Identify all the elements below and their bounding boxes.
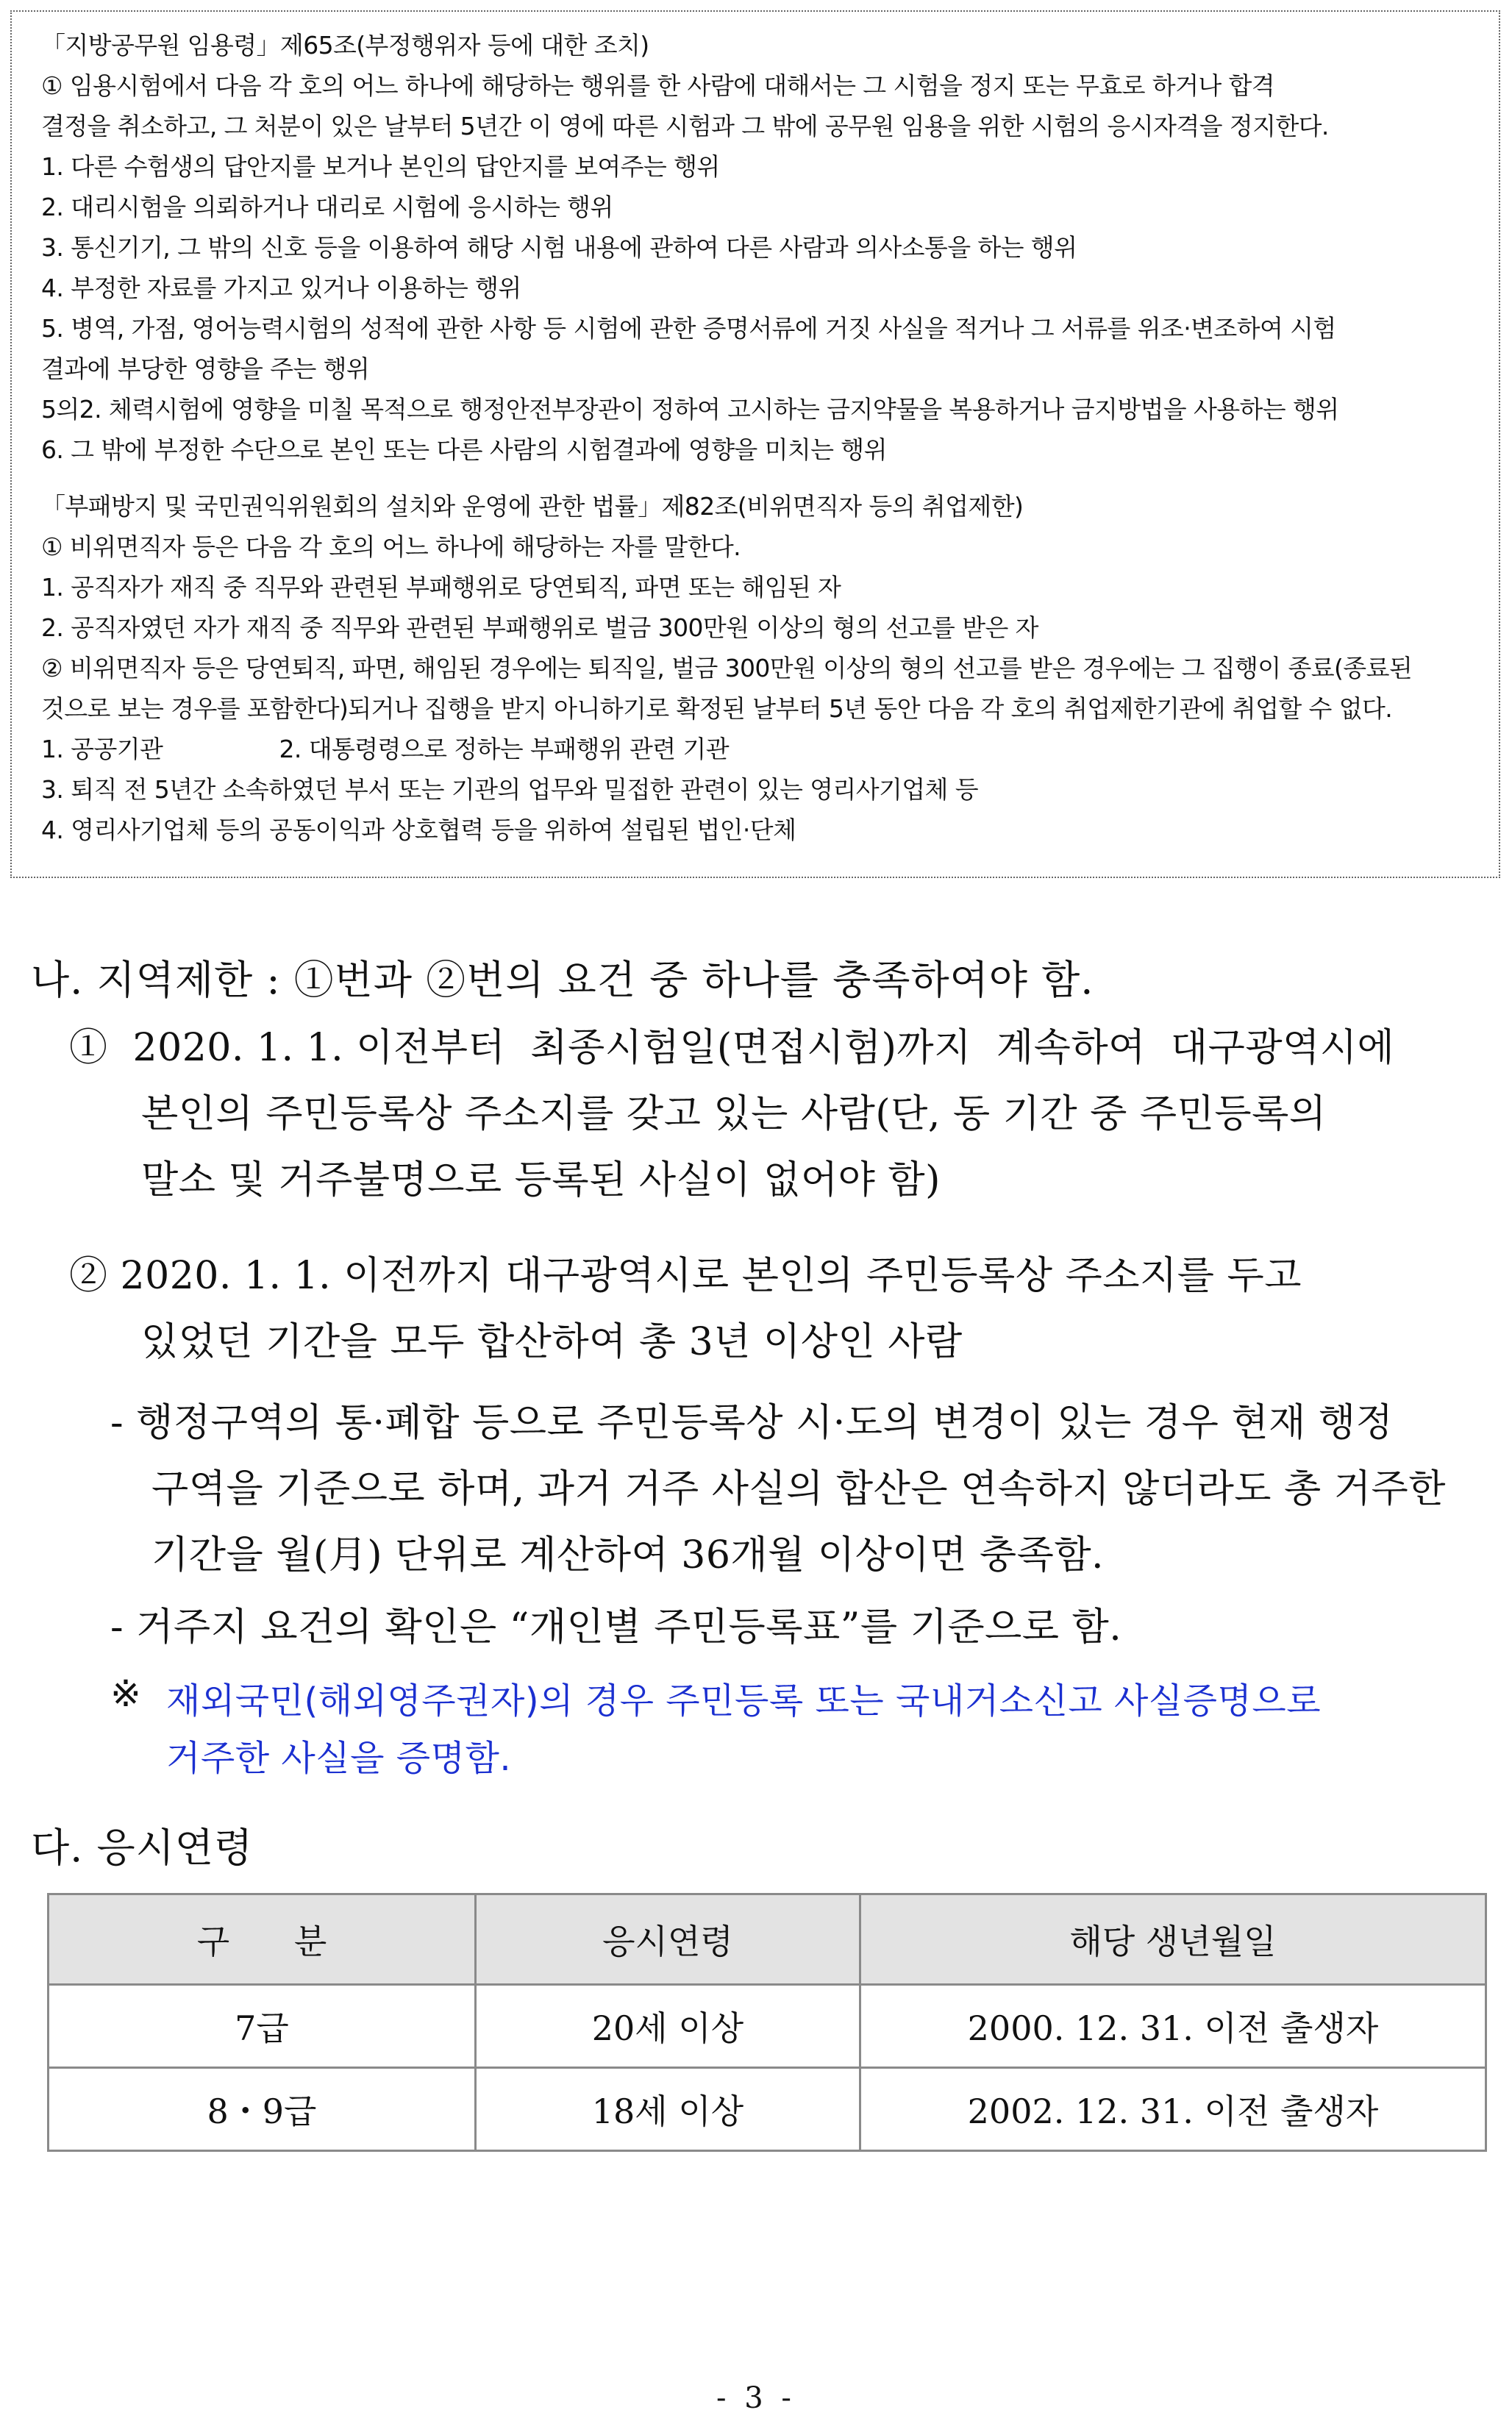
region-item-2-line-1: ② 2020. 1. 1. 이전까지 대구광역시로 본인의 주민등록상 주소지를 두고 bbox=[69, 1254, 1302, 1298]
legal-line: ② 비위면직자 등은 당연퇴직, 파면, 해임된 경우에는 퇴직일, 벌금 300만원 이상의 형의 선고를 받은 경우에는 그 집행이 종료(종료된 bbox=[41, 654, 1413, 682]
note-mark: ※ bbox=[110, 1672, 142, 1715]
legal-line: 5의2. 체력시험에 영향을 미칠 목적으로 행정안전부장관이 정하여 고시하는 금지약물을 복용하거나 금지방법을 사용하는 행위 bbox=[41, 395, 1339, 424]
law-title-2: 「부패방지 및 국민권익위원회의 설치와 운영에 관한 법률」제82조(비위면직자 등의 취업제한) bbox=[41, 492, 1024, 521]
region-note-dash-2: - 거주지 요건의 확인은 “개인별 주민등록표”를 기준으로 함. bbox=[110, 1605, 1122, 1650]
section-na-heading: 나. 지역제한 : ①번과 ②번의 요건 중 하나를 충족하여야 함. bbox=[31, 957, 1094, 1003]
legal-reference-lines bbox=[41, 25, 1484, 850]
legal-line: 2. 공직자였던 자가 재직 중 직무와 관련된 부패행위로 벌금 300만원 이상의 형의 선고를 받은 자 bbox=[41, 613, 1038, 642]
region-note-dash-1-line-2: 구역을 기준으로 하며, 과거 거주 사실의 합산은 연속하지 않더라도 총 거주한 bbox=[151, 1467, 1447, 1511]
region-note-dash-1-line-1: - 행정구역의 통·폐합 등으로 주민등록상 시·도의 변경이 있는 경우 현재 행정 bbox=[110, 1401, 1394, 1445]
table-header-age: 응시연령 bbox=[476, 1894, 860, 1985]
legal-line: 4. 영리사기업체 등의 공동이익과 상호협력 등을 위하여 설립된 법인·단체 bbox=[41, 816, 796, 844]
page-number: - 3 - bbox=[716, 2381, 796, 2415]
table-cell-age: 18세 이상 bbox=[476, 2068, 860, 2151]
overseas-note-line-2: 거주한 사실을 증명함. bbox=[166, 1738, 512, 1779]
legal-line: 3. 통신기기, 그 밖의 신호 등을 이용하여 해당 시험 내용에 관하여 다른 사람과 의사소통을 하는 행위 bbox=[41, 233, 1077, 262]
region-item-1-line-2: 본인의 주민등록상 주소지를 갖고 있는 사람(단, 동 기간 중 주민등록의 bbox=[141, 1092, 1327, 1136]
legal-reference-box bbox=[10, 10, 1500, 878]
legal-line: ① 비위면직자 등은 다음 각 호의 어느 하나에 해당하는 자를 말한다. bbox=[41, 532, 741, 561]
legal-line: 1. 공직자가 재직 중 직무와 관련된 부패행위로 당연퇴직, 파면 또는 해임된 자 bbox=[41, 573, 841, 602]
table-header-birthdate: 해당 생년월일 bbox=[860, 1894, 1486, 1985]
table-cell-grade: 8・9급 bbox=[49, 2068, 476, 2151]
age-requirement-table bbox=[47, 1893, 1487, 2152]
legal-line: 결정을 취소하고, 그 처분이 있은 날부터 5년간 이 영에 따른 시험과 그 밖에 공무원 임용을 위한 시험의 응시자격을 정지한다. bbox=[41, 112, 1329, 140]
region-item-2-line-2: 있었던 기간을 모두 합산하여 총 3년 이상인 사람 bbox=[141, 1320, 963, 1364]
table-cell-age: 20세 이상 bbox=[476, 1985, 860, 2068]
table-cell-birthdate: 2000. 12. 31. 이전 출생자 bbox=[860, 1985, 1486, 2068]
legal-line: 3. 퇴직 전 5년간 소속하였던 부서 또는 기관의 업무와 밀접한 관련이 있는 영리사기업체 등 bbox=[41, 775, 978, 804]
table-row bbox=[49, 2068, 1486, 2151]
legal-line: 6. 그 밖에 부정한 수단으로 본인 또는 다른 사람의 시험결과에 영향을 미치는 행위 bbox=[41, 435, 887, 464]
legal-line: 것으로 보는 경우를 포함한다)되거나 집행을 받지 아니하기로 확정된 날부터 5년 동안 다음 각 호의 취업제한기관에 취업할 수 없다. bbox=[41, 694, 1393, 723]
legal-line: ① 임용시험에서 다음 각 호의 어느 하나에 해당하는 행위를 한 사람에 대해서는 그 시험을 정지 또는 무효로 하거나 합격 bbox=[41, 71, 1275, 100]
legal-line: 5. 병역, 가점, 영어능력시험의 성적에 관한 사항 등 시험에 관한 증명서류에 거짓 사실을 적거나 그 서류를 위조·변조하여 시험 bbox=[41, 314, 1336, 343]
table-cell-birthdate: 2002. 12. 31. 이전 출생자 bbox=[860, 2068, 1486, 2151]
table-row bbox=[49, 1985, 1486, 2068]
legal-line: 1. 공공기관 2. 대통령령으로 정하는 부패행위 관련 기관 bbox=[41, 735, 729, 763]
section-da-heading: 다. 응시연령 bbox=[31, 1825, 254, 1871]
region-item-1-line-3: 말소 및 거주불명으로 등록된 사실이 없어야 함) bbox=[141, 1158, 941, 1202]
table-cell-grade: 7급 bbox=[49, 1985, 476, 2068]
overseas-note-line-1: 재외국민(해외영주권자)의 경우 주민등록 또는 국내거소신고 사실증명으로 bbox=[166, 1680, 1322, 1722]
table-header-row bbox=[49, 1894, 1486, 1985]
legal-line: 1. 다른 수험생의 답안지를 보거나 본인의 답안지를 보여주는 행위 bbox=[41, 152, 720, 181]
law-title-1: 「지방공무원 임용령」제65조(부정행위자 등에 대한 조치) bbox=[41, 31, 649, 60]
region-item-1-line-1: ① 2020. 1. 1. 이전부터 최종시험일(면접시험)까지 계속하여 대구광역시에 bbox=[69, 1026, 1395, 1070]
legal-line: 4. 부정한 자료를 가지고 있거나 이용하는 행위 bbox=[41, 274, 521, 302]
table-header-category: 구 분 bbox=[49, 1894, 476, 1985]
legal-line: 결과에 부당한 영향을 주는 행위 bbox=[41, 354, 370, 383]
region-note-dash-1-line-3: 기간을 월(月) 단위로 계산하여 36개월 이상이면 충족함. bbox=[151, 1533, 1105, 1577]
legal-line: 2. 대리시험을 의뢰하거나 대리로 시험에 응시하는 행위 bbox=[41, 193, 613, 221]
